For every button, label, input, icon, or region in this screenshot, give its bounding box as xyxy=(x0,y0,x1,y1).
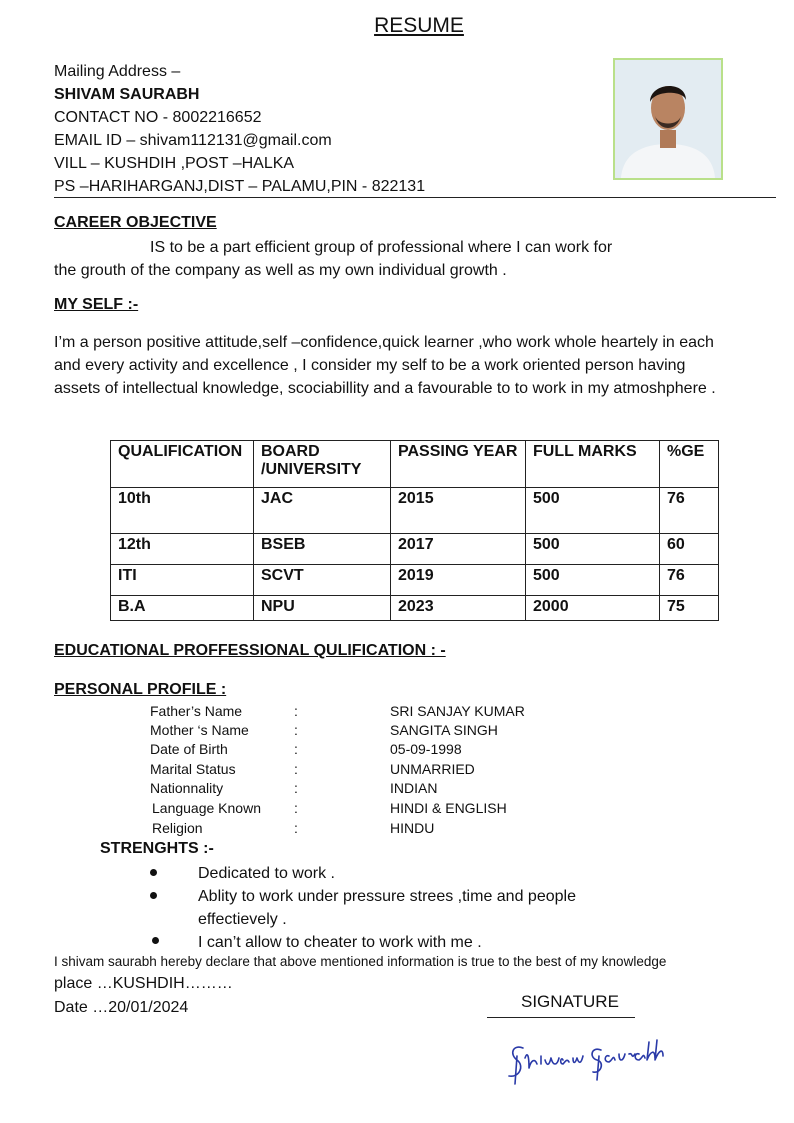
mailing-address-label: Mailing Address – xyxy=(54,63,181,80)
address-line-1: VILL – KUSHDIH ,POST –HALKA xyxy=(54,155,295,172)
strengths-heading: STRENGHTS :- xyxy=(100,840,214,857)
field-colon: : xyxy=(294,703,298,719)
header-board-university: BOARD /UNIVERSITY xyxy=(254,441,391,488)
cell-full-marks: 500 xyxy=(526,488,660,534)
cell-board: JAC xyxy=(254,488,391,534)
cell-full-marks: 500 xyxy=(526,534,660,565)
cell-board: SCVT xyxy=(254,565,391,596)
cell-year: 2023 xyxy=(391,596,526,621)
cell-year: 2017 xyxy=(391,534,526,565)
educational-professional-heading: EDUCATIONAL PROFFESSIONAL QULIFICATION : - xyxy=(54,642,446,659)
table-header-row xyxy=(111,441,719,488)
table-row xyxy=(111,488,719,534)
bullet-icon xyxy=(152,937,159,944)
header-qualification: QUALIFICATION xyxy=(111,441,254,488)
field-colon: : xyxy=(294,800,298,816)
strength-item-3: I can’t allow to cheater to work with me . xyxy=(198,934,482,951)
person-photo-image xyxy=(615,60,721,178)
cell-year: 2019 xyxy=(391,565,526,596)
my-self-line-2: and every activity and excellence , I consider my self to be a work oriented person having xyxy=(54,357,686,374)
qualification-table xyxy=(110,440,719,621)
header-divider xyxy=(54,197,776,198)
signature-line xyxy=(487,1017,635,1018)
bullet-icon xyxy=(150,892,157,899)
cell-qualification: 12th xyxy=(111,534,254,565)
strength-item-1: Dedicated to work . xyxy=(198,865,335,882)
field-label-nationality: Nationnality xyxy=(150,780,224,796)
page-title: RESUME xyxy=(374,14,464,37)
declaration-text: I shivam saurabh hereby declare that above mentioned information is true to the best of my knowledge xyxy=(54,954,667,969)
field-value-date-of-birth: 05-09-1998 xyxy=(390,741,462,757)
cell-percentage: 76 xyxy=(660,488,719,534)
address-line-2: PS –HARIHARGANJ,DIST – PALAMU,PIN - 822131 xyxy=(54,178,426,195)
table-row xyxy=(111,596,719,621)
place-text: place …KUSHDIH……… xyxy=(54,975,233,992)
career-objective-line-2: the grouth of the company as well as my own individual growth . xyxy=(54,262,507,279)
career-objective-heading: CAREER OBJECTIVE xyxy=(54,214,217,231)
cell-qualification: ITI xyxy=(111,565,254,596)
field-colon: : xyxy=(294,761,298,777)
candidate-name: SHIVAM SAURABH xyxy=(54,86,200,103)
cell-full-marks: 500 xyxy=(526,565,660,596)
field-label-fathers-name: Father’s Name xyxy=(150,703,243,719)
cell-percentage: 75 xyxy=(660,596,719,621)
header-full-marks: FULL MARKS xyxy=(526,441,660,488)
field-label-date-of-birth: Date of Birth xyxy=(150,741,228,757)
field-value-nationality: INDIAN xyxy=(390,780,438,796)
date-text: Date …20/01/2024 xyxy=(54,999,189,1016)
cell-qualification: 10th xyxy=(111,488,254,534)
field-colon: : xyxy=(294,741,298,757)
handwritten-signature xyxy=(505,1034,675,1090)
cell-full-marks: 2000 xyxy=(526,596,660,621)
cell-percentage: 76 xyxy=(660,565,719,596)
cell-board: BSEB xyxy=(254,534,391,565)
cell-qualification: B.A xyxy=(111,596,254,621)
field-value-marital-status: UNMARRIED xyxy=(390,761,475,777)
field-colon: : xyxy=(294,780,298,796)
strength-item-2-line-1: Ablity to work under pressure strees ,time and people xyxy=(198,888,576,905)
profile-photo xyxy=(613,58,723,180)
cell-percentage: 60 xyxy=(660,534,719,565)
header-passing-year: PASSING YEAR xyxy=(391,441,526,488)
field-label-language-known: Language Known xyxy=(152,800,261,816)
field-label-religion: Religion xyxy=(152,820,203,836)
personal-profile-heading: PERSONAL PROFILE : xyxy=(54,681,227,698)
field-value-language-known: HINDI & ENGLISH xyxy=(390,800,507,816)
bullet-icon xyxy=(150,869,157,876)
my-self-line-1: I’m a person positive attitude,self –confidence,quick learner ,who work whole heartely in each xyxy=(54,334,714,351)
table-row xyxy=(111,534,719,565)
strength-item-2-line-2: effectievely . xyxy=(198,911,287,928)
table-row xyxy=(111,565,719,596)
my-self-heading: MY SELF :- xyxy=(54,296,139,313)
field-colon: : xyxy=(294,722,298,738)
contact-number: CONTACT NO - 8002216652 xyxy=(54,109,262,126)
career-objective-line-1: IS to be a part efficient group of professional where I can work for xyxy=(150,239,613,256)
field-label-mothers-name: Mother ‘s Name xyxy=(150,722,249,738)
field-label-marital-status: Marital Status xyxy=(150,761,236,777)
field-value-mothers-name: SANGITA SINGH xyxy=(390,722,498,738)
header-percentage: %GE xyxy=(660,441,719,488)
field-value-religion: HINDU xyxy=(390,820,435,836)
field-colon: : xyxy=(294,820,298,836)
field-value-fathers-name: SRI SANJAY KUMAR xyxy=(390,703,525,719)
cell-year: 2015 xyxy=(391,488,526,534)
email-address: EMAIL ID – shivam112131@gmail.com xyxy=(54,132,332,149)
signature-label: SIGNATURE xyxy=(521,992,619,1011)
cell-board: NPU xyxy=(254,596,391,621)
my-self-line-3: assets of intellectual knowledge, scociabillity and a favourable to to work in my atmoshphere . xyxy=(54,380,716,397)
